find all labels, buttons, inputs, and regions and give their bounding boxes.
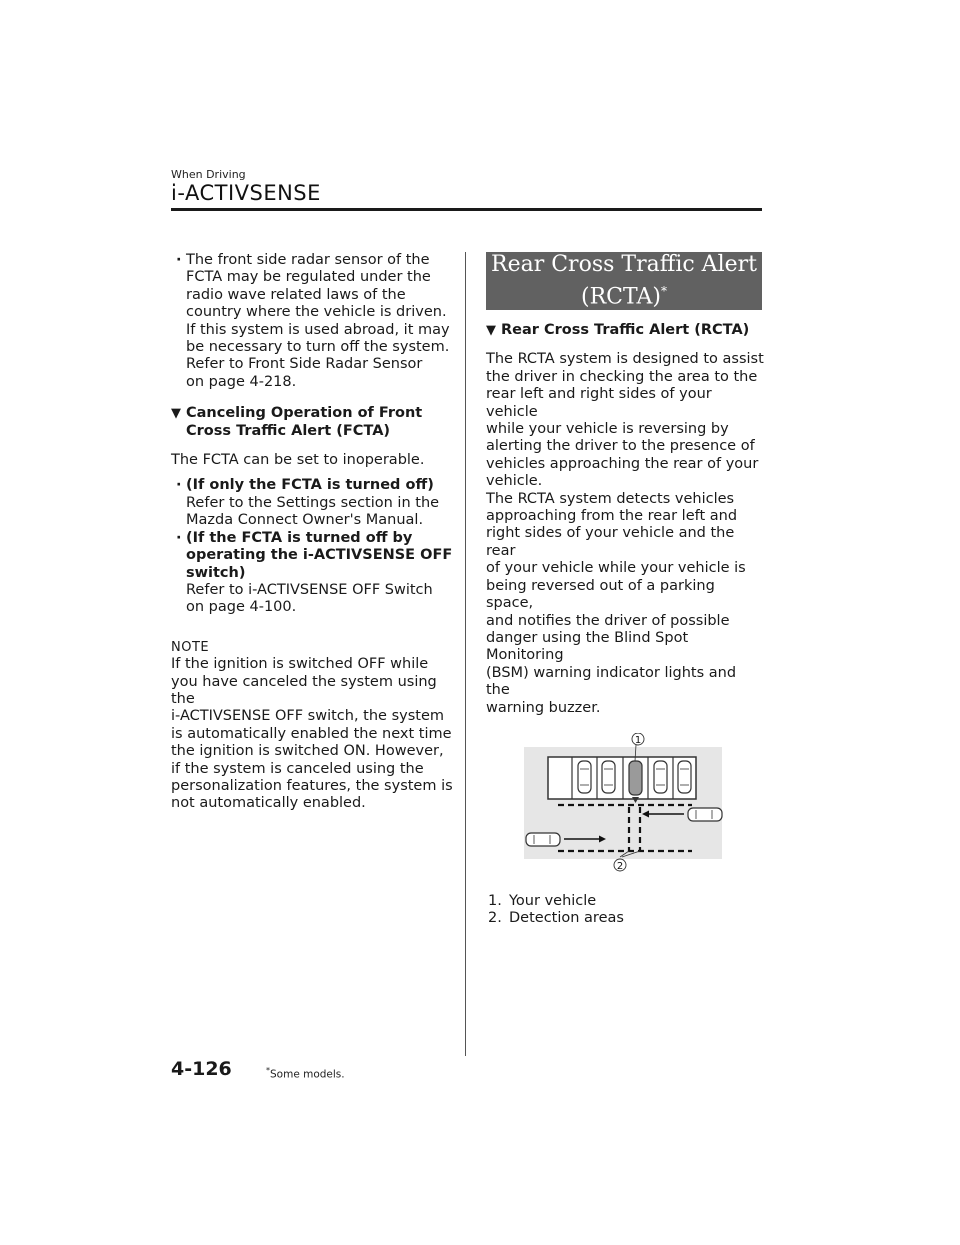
radar-note-bullet: · The front side radar sensor of the FCTA may be regulated under the radio wave related laws of the country where the vehicle is driven. If this system is used abroad, it may be necessary to turn off the system. Refer to Front Side Radar Sensor on page 4-218. [171,252,456,391]
fcta-cancel-heading: ▼ Canceling Operation of Front Cross Traffic Alert (FCTA) [171,405,423,439]
note-label: NOTE [171,639,210,655]
triangle-down-icon: ▼ [171,406,181,422]
rcta-heading: ▼ Rear Cross Traffic Alert (RCTA) [486,322,750,338]
left-column [171,252,456,813]
legend-item: 2. Detection areas [488,910,624,927]
callout-1: 1 [634,734,642,746]
option-activsense-off: · (If the FCTA is turned off by operating the i-ACTIVSENSE OFF switch) Refer to i-ACTIVSENSE OFF Switch on page 4-100. [171,530,456,617]
callout-2: 2 [616,860,624,872]
rcta-diagram-svg [486,733,762,885]
column-divider [465,252,466,1056]
fcta-intro: The FCTA can be set to inoperable. [171,452,425,469]
footnote: *Some models. [266,1066,345,1081]
rcta-description: The RCTA system is designed to assist the driver in checking the area to the rear left and right sides of your vehicle while your vehicle is reversing by alerting the driver to the presence of vehicles approaching the rear of your vehicle. The RCTA system detects vehicles approaching from the rear left and right sides of your vehicle and the rear of your vehicle while your vehicle is being reversed out of a parking space, and notifies the driver of possible danger using the Blind Spot Monitoring (BSM) warning indicator lights and the warning buzzer. [486,351,764,716]
section-label: When Driving [171,168,246,181]
right-column [486,252,764,928]
option-fcta-only: · (If only the FCTA is turned off) Refer to the Settings section in the Mazda Connect Owner's Manual. [171,477,456,529]
rcta-section-banner: Rear Cross Traffic Alert (RCTA)* [486,252,762,310]
page-title: i-ACTIVSENSE [171,181,321,205]
note-text: If the ignition is switched OFF while you have canceled the system using the i-ACTIVSENSE OFF switch, the system is automatically enabled the next time the ignition is switched ON. However, if the system is canceled using the personalization features, the system is not automatically enabled. [171,656,453,812]
rcta-diagram [486,733,762,885]
header-divider [171,208,762,211]
triangle-down-icon: ▼ [486,323,496,338]
legend-item: 1. Your vehicle [488,892,597,909]
page-number: 4-126 [171,1058,232,1080]
figure-legend [486,893,764,928]
